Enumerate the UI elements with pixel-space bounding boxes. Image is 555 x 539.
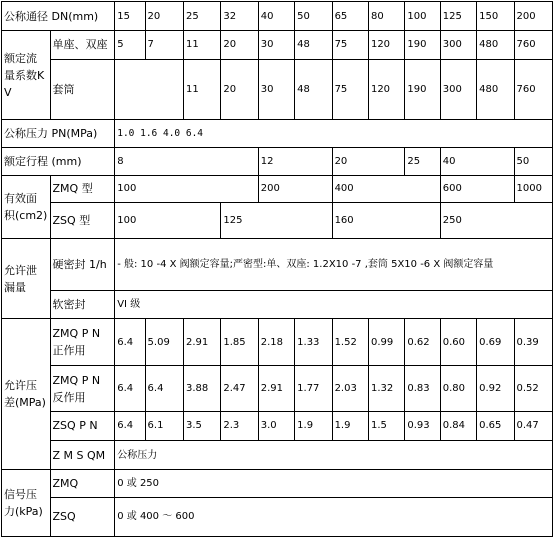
dp-cell: 1.9 — [332, 411, 368, 440]
dp-cell: 0.62 — [405, 318, 440, 365]
dp-cell: 3.5 — [183, 411, 220, 440]
kv-label: 额定流量系数KV — [2, 31, 51, 120]
leak-hard-label: 硬密封 1/h — [50, 239, 115, 290]
leakage-label: 允许泄漏量 — [2, 239, 51, 319]
dn-cell: 65 — [332, 2, 368, 31]
area-cell: 250 — [440, 202, 552, 238]
dn-cell: 100 — [405, 2, 440, 31]
kv-cell: 120 — [368, 59, 404, 120]
pn-value: 1.0 1.6 4.0 6.4 — [115, 120, 553, 148]
stroke-cell: 12 — [258, 148, 332, 175]
signal-label: 信号压力(kPa) — [2, 470, 51, 537]
dn-cell: 15 — [115, 2, 145, 31]
dp-cell: 6.4 — [145, 366, 183, 411]
dp-cell: 1.85 — [221, 318, 258, 365]
kv-cell: 300 — [440, 59, 476, 120]
kv-single-double-row — [2, 31, 553, 59]
stroke-cell: 50 — [514, 148, 552, 175]
dp-cell: 2.3 — [221, 411, 258, 440]
area-cell: 125 — [221, 202, 332, 238]
kv-cell: 75 — [332, 31, 368, 59]
dp-cell: 0.84 — [440, 411, 476, 440]
signal-zsq-value: 0 或 400 ～ 600 — [115, 497, 553, 536]
dp-zmsqm-label: Z M S QM — [50, 441, 115, 470]
dp-cell: 2.03 — [332, 366, 368, 411]
dp-cell: 3.0 — [258, 411, 294, 440]
dp-zmq-pos-label: ZMQ P N 正作用 — [50, 318, 115, 365]
dp-cell: 6.1 — [145, 411, 183, 440]
kv-sleeve-label: 套筒 — [50, 59, 115, 120]
dn-cell: 50 — [295, 2, 332, 31]
signal-zsq-label: ZSQ — [50, 497, 115, 536]
kv-cell: 120 — [368, 31, 404, 59]
dp-cell: 0.92 — [477, 366, 514, 411]
leak-soft-value: VI 级 — [115, 290, 553, 318]
dp-cell: 1.32 — [368, 366, 404, 411]
signal-zmq-label: ZMQ — [50, 470, 115, 497]
area-cell: 600 — [440, 175, 514, 202]
leak-hard-value: - 般: 10 -4 X 阀额定容量;严密型:单、双座: 1.2X10 -7 ,套筒 5X10 -6 X 阀额定容量 — [115, 239, 553, 290]
kv-cell: 75 — [332, 59, 368, 120]
area-cell: 100 — [115, 175, 259, 202]
dp-cell: 1.33 — [295, 318, 332, 365]
signal-zmq-value: 0 或 250 — [115, 470, 553, 497]
dp-cell: 1.9 — [295, 411, 332, 440]
dp-cell: 3.88 — [183, 366, 220, 411]
pn-label: 公称压力 PN(MPa) — [2, 120, 115, 148]
kv-cell: 20 — [221, 31, 258, 59]
kv-cell: 48 — [295, 59, 332, 120]
dp-zmq-neg-row — [2, 366, 553, 411]
kv-cell: 30 — [258, 59, 294, 120]
kv-cell: 300 — [440, 31, 476, 59]
dp-cell: 2.18 — [258, 318, 294, 365]
area-cell: 400 — [332, 175, 440, 202]
stroke-label: 额定行程 (mm) — [2, 148, 115, 175]
area-cell: 160 — [332, 202, 440, 238]
leak-soft-row — [2, 290, 553, 318]
kv-single-double-label: 单座、双座 — [50, 31, 115, 59]
dp-zmsqm-value: 公称压力 — [115, 441, 553, 470]
dp-zsq-row — [2, 411, 553, 440]
dn-cell: 80 — [368, 2, 404, 31]
kv-cell: 48 — [295, 31, 332, 59]
area-label: 有效面积(cm2) — [2, 175, 51, 239]
dp-cell: 2.91 — [183, 318, 220, 365]
area-zsq-row — [2, 202, 553, 238]
area-cell: 200 — [258, 175, 332, 202]
kv-cell: 760 — [514, 31, 552, 59]
dp-cell: 1.5 — [368, 411, 404, 440]
signal-zmq-row — [2, 470, 553, 497]
dp-cell: 1.77 — [295, 366, 332, 411]
dp-cell: 0.52 — [514, 366, 552, 411]
area-zmq-row — [2, 175, 553, 202]
dn-cell: 200 — [514, 2, 552, 31]
dn-cell: 150 — [477, 2, 514, 31]
kv-cell: 190 — [405, 59, 440, 120]
area-cell: 100 — [115, 202, 221, 238]
kv-sleeve-row — [2, 59, 553, 120]
dp-cell: 5.09 — [145, 318, 183, 365]
leak-hard-row — [2, 239, 553, 290]
dp-cell: 0.47 — [514, 411, 552, 440]
kv-cell: 20 — [221, 59, 258, 120]
valve-spec-table — [1, 1, 553, 537]
stroke-row — [2, 148, 553, 175]
dp-zmsqm-row — [2, 441, 553, 470]
dp-cell: 6.4 — [115, 366, 145, 411]
stroke-cell: 20 — [332, 148, 405, 175]
dp-cell: 0.39 — [514, 318, 552, 365]
dp-cell: 0.99 — [368, 318, 404, 365]
dp-cell: 0.93 — [405, 411, 440, 440]
dn-cell: 25 — [183, 2, 220, 31]
stroke-cell: 25 — [405, 148, 440, 175]
kv-cell: 190 — [405, 31, 440, 59]
kv-cell: 11 — [183, 59, 220, 120]
kv-cell: 5 — [115, 31, 145, 59]
dn-row — [2, 2, 553, 31]
dp-cell: 0.65 — [477, 411, 514, 440]
dp-cell: 1.52 — [332, 318, 368, 365]
dn-cell: 20 — [145, 2, 183, 31]
kv-cell: 30 — [258, 31, 294, 59]
dp-cell: 0.80 — [440, 366, 476, 411]
signal-zsq-row — [2, 497, 553, 536]
dp-cell: 2.47 — [221, 366, 258, 411]
area-zsq-label: ZSQ 型 — [50, 202, 115, 238]
dp-label: 允许压差(MPa) — [2, 318, 51, 469]
dp-cell: 0.69 — [477, 318, 514, 365]
kv-cell: 480 — [477, 59, 514, 120]
dp-cell: 0.83 — [405, 366, 440, 411]
stroke-cell: 8 — [115, 148, 259, 175]
dp-zmq-neg-label: ZMQ P N 反作用 — [50, 366, 115, 411]
dp-zsq-label: ZSQ P N — [50, 411, 115, 440]
pn-row — [2, 120, 553, 148]
kv-cell: 7 — [145, 31, 183, 59]
kv-cell-empty — [115, 59, 184, 120]
dp-cell: 2.91 — [258, 366, 294, 411]
kv-cell: 760 — [514, 59, 552, 120]
dn-cell: 40 — [258, 2, 294, 31]
dn-cell: 125 — [440, 2, 476, 31]
dp-cell: 6.4 — [115, 318, 145, 365]
area-zmq-label: ZMQ 型 — [50, 175, 115, 202]
leak-soft-label: 软密封 — [50, 290, 115, 318]
dp-cell: 6.4 — [115, 411, 145, 440]
dp-zmq-pos-row — [2, 318, 553, 365]
kv-cell: 480 — [477, 31, 514, 59]
stroke-cell: 40 — [440, 148, 514, 175]
area-cell: 1000 — [514, 175, 552, 202]
dn-cell: 32 — [221, 2, 258, 31]
kv-cell: 11 — [183, 31, 220, 59]
dp-cell: 0.60 — [440, 318, 476, 365]
dn-label: 公称通径 DN(mm) — [2, 2, 115, 31]
